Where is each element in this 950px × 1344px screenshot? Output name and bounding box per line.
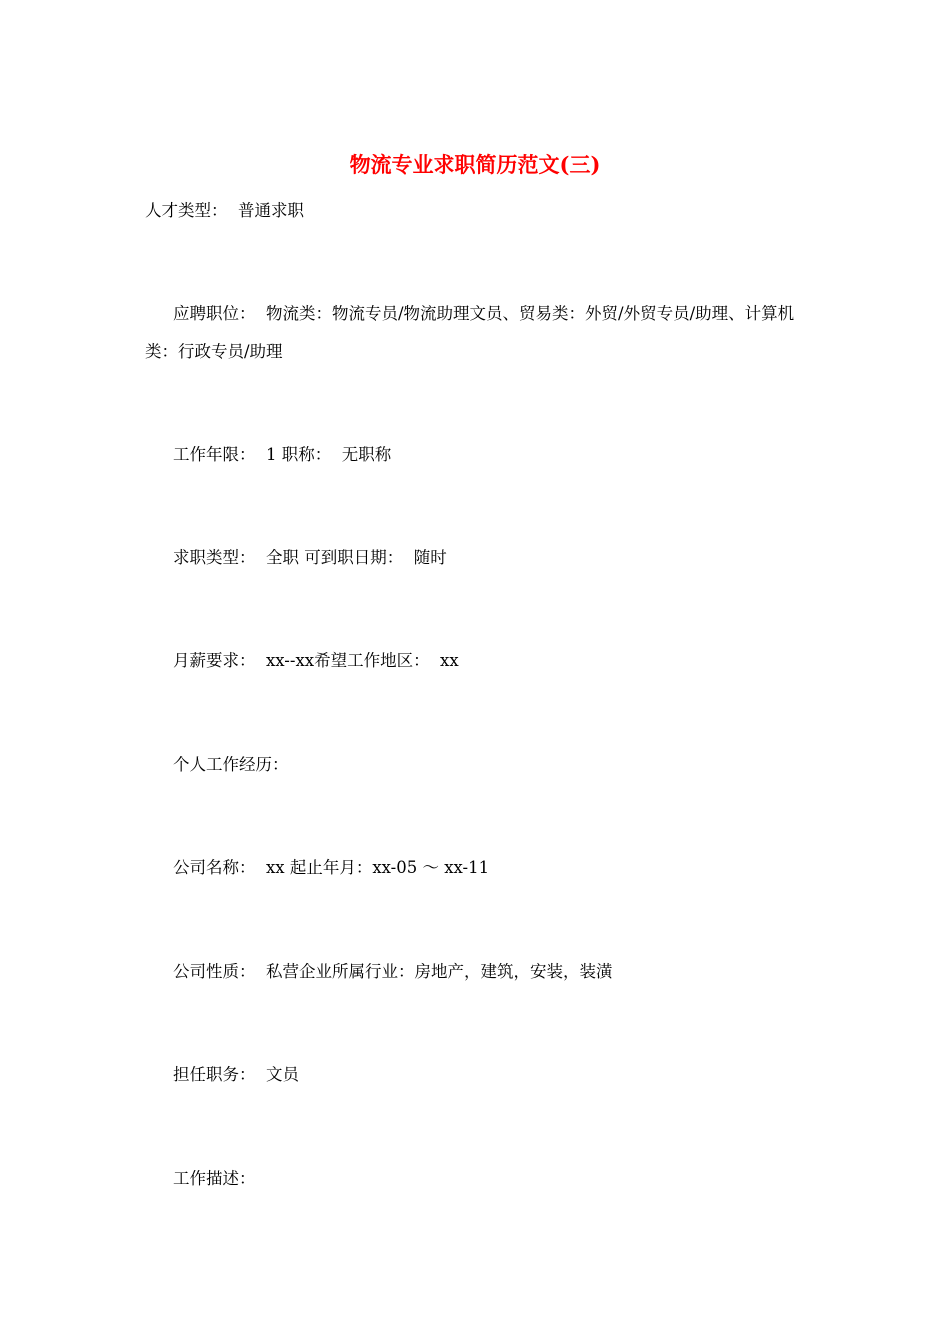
applied-position-line: 应聘职位： 物流类：物流专员/物流助理文员、贸易类：外贸/外贸专员/助理、计算机类：行政专员/助理	[145, 304, 795, 361]
job-description-line: 工作描述：	[173, 1169, 256, 1188]
company-name-line: 公司名称： xx 起止年月：xx-05 ～ xx-11	[173, 858, 490, 877]
work-history-heading: 个人工作经历：	[173, 755, 289, 774]
company-nature-line: 公司性质： 私营企业所属行业：房地产，建筑，安装，装潢	[173, 962, 613, 981]
salary-line: 月薪要求： xx--xx希望工作地区： xx	[173, 651, 459, 670]
job-type-line: 求职类型： 全职 可到职日期： 随时	[173, 548, 447, 567]
talent-type-line: 人才类型： 普通求职	[145, 201, 304, 220]
job-title-line: 担任职务： 文员	[173, 1065, 299, 1084]
work-years-line: 工作年限： 1 职称： 无职称	[173, 445, 392, 464]
document-title: 物流专业求职简历范文(三)	[349, 152, 601, 177]
